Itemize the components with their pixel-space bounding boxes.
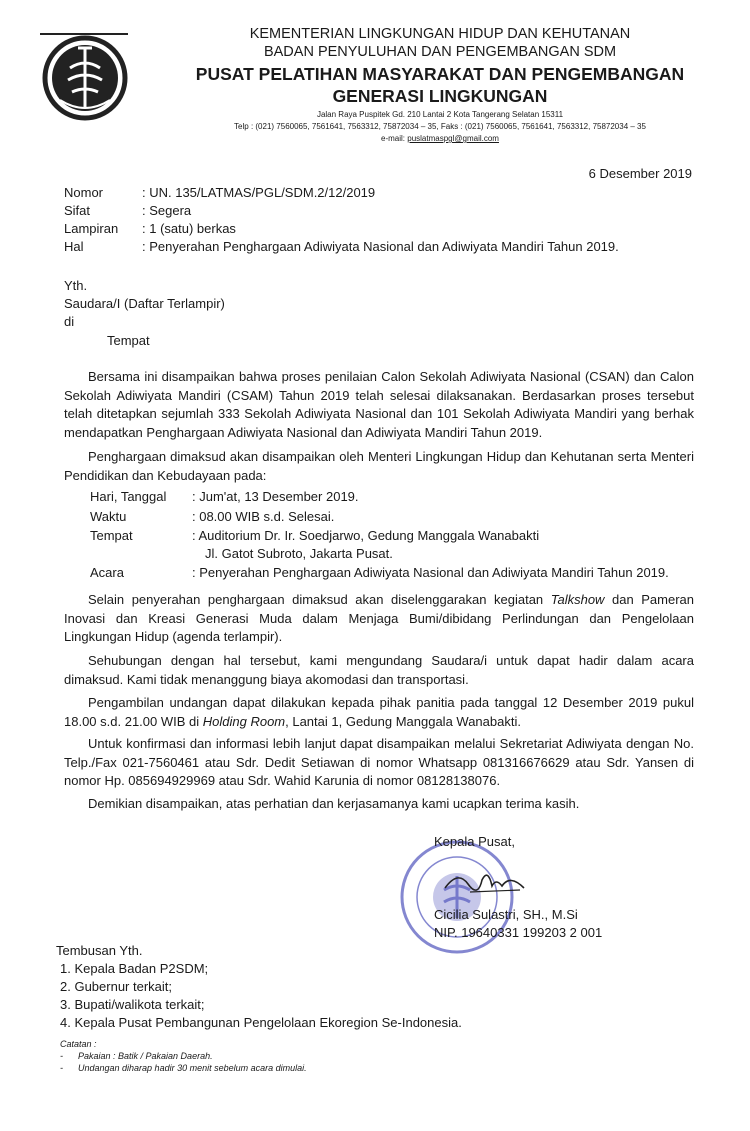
event-value-time: : 08.00 WIB s.d. Selesai. xyxy=(192,509,335,524)
cc-item: 3. Bupati/walikota terkait; xyxy=(60,997,205,1012)
paragraph-1: Bersama ini disampaikan bahwa proses penilaian Calon Sekolah Adiwiyata Nasional (CSAN) dan Calon Sekolah Adiwiyata Mandiri (CSAM) Tahun 2019 telah selesai dilaksanakan. Berdasarkan proses tersebut telah ditetapkan sejumlah 333 Sekolah Adiwiyata Nasional dan 101 Sekolah Adiwiyata Mandiri yang berhak mendapatkan Penghargaan Adiwiyata Nasional dan Adiwiyata Mandiri Tahun 2019. xyxy=(64,369,694,440)
cc-item: 4. Kepala Pusat Pembangunan Pengelolaan Ekoregion Se-Indonesia. xyxy=(60,1015,462,1030)
recipient-name: Saudara/I (Daftar Terlampir) xyxy=(64,296,225,311)
paragraph-5: Pengambilan undangan dapat dilakukan kepada pihak panitia pada tanggal 12 Desember 2019 pukul 18.00 s.d. 21.00 WIB di Holding Room, Lantai 1, Gedung Manggala Wanabakti. xyxy=(64,695,694,729)
meta-label-hal: Hal xyxy=(64,239,84,254)
event-value-agenda: : Penyerahan Penghargaan Adiwiyata Nasional dan Adiwiyata Mandiri Tahun 2019. xyxy=(192,565,669,580)
meta-label-sifat: Sifat xyxy=(64,203,91,218)
event-label-time: Waktu xyxy=(90,509,127,524)
paragraph-7: Demikian disampaikan, atas perhatian dan kerjasamanya kami ucapkan terima kasih. xyxy=(88,796,580,811)
handwritten-signature xyxy=(440,860,530,900)
event-label-date: Hari, Tanggal xyxy=(90,489,167,504)
signature-title: Kepala Pusat, xyxy=(434,834,515,849)
note-item: - Pakaian : Batik / Pakaian Daerah. xyxy=(60,1051,213,1061)
letterhead-line-1: KEMENTERIAN LINGKUNGAN HIDUP DAN KEHUTANAN xyxy=(249,26,631,42)
event-value-date: : Jum'at, 13 Desember 2019. xyxy=(192,489,359,504)
event-label-agenda: Acara xyxy=(90,565,124,580)
recipient-yth: Yth. xyxy=(64,278,88,293)
cc-heading: Tembusan Yth. xyxy=(56,943,143,958)
recipient-di: di xyxy=(64,314,75,329)
notes-heading: Catatan : xyxy=(60,1039,97,1049)
email-link[interactable]: puslatmaspgl@gmail.com xyxy=(407,134,499,143)
letterhead-email: e-mail: puslatmaspgl@gmail.com xyxy=(381,134,499,143)
meta-value-sifat: : Segera xyxy=(142,203,192,218)
letterhead-line-4: GENERASI LINGKUNGAN xyxy=(332,86,548,106)
meta-label-lampiran: Lampiran xyxy=(64,221,119,236)
signature-name: Cicilia Sulastri, SH., M.Si xyxy=(434,907,578,922)
paragraph-2: Penghargaan dimaksud akan disampaikan oleh Menteri Lingkungan Hidup dan Kehutanan serta Menteri Pendidikan dan Kebudayaan pada: xyxy=(64,449,694,483)
letterhead-line-3: PUSAT PELATIHAN MASYARAKAT DAN PENGEMBANGAN xyxy=(195,64,685,84)
paragraph-4: Sehubungan dengan hal tersebut, kami mengundang Saudara/i untuk dapat hadir dalam acara dimaksud. Kami tidak menanggung biaya akomodasi dan transportasi. xyxy=(64,653,694,687)
letterhead-address: Jalan Raya Puspitek Gd. 210 Lantai 2 Kota Tangerang Selatan 15311 xyxy=(316,110,564,119)
cc-item: 2. Gubernur terkait; xyxy=(60,979,172,994)
event-value-place: : Auditorium Dr. Ir. Soedjarwo, Gedung Manggala Wanabakti xyxy=(192,528,540,543)
letterhead-phone: Telp : (021) 7560065, 7561641, 7563312, 75872034 – 35, Faks : (021) 7560065, 7561641, 7563312, 75872034 – 35 xyxy=(234,122,646,131)
paragraph-6: Untuk konfirmasi dan informasi lebih lanjut dapat disampaikan melalui Sekretariat Adiwiyata dengan No. Telp./Fax 021-7560461 atau Sdr. Dedit Setiawan di nomor Whatsapp 081316676629 atau Sdr. Yansen di nomor Hp. 085694929969 atau Sdr. Wahid Karunia di nomor 08128138076. xyxy=(64,736,694,788)
letterhead-rule xyxy=(40,33,128,35)
meta-value-lampiran: : 1 (satu) berkas xyxy=(142,221,236,236)
recipient-place: Tempat xyxy=(107,333,150,348)
event-label-place: Tempat xyxy=(90,528,133,543)
note-item: - Undangan diharap hadir 30 menit sebelum acara dimulai. xyxy=(60,1063,307,1073)
meta-value-nomor: : UN. 135/LATMAS/PGL/SDM.2/12/2019 xyxy=(142,185,376,200)
meta-label-nomor: Nomor xyxy=(64,185,104,200)
letter-date: 6 Desember 2019 xyxy=(588,166,692,181)
meta-value-hal: : Penyerahan Penghargaan Adiwiyata Nasional dan Adiwiyata Mandiri Tahun 2019. xyxy=(142,239,619,254)
event-value-place-2: Jl. Gatot Subroto, Jakarta Pusat. xyxy=(205,546,393,561)
paragraph-3: Selain penyerahan penghargaan dimaksud akan diselenggarakan kegiatan Talkshow dan Pameran Inovasi dan Kreasi Generasi Muda dalam Menjaga Bumi/dibidang Perlindungan dan Pengelolaan Lingkungan Hidup (agenda terlampir). xyxy=(64,592,694,644)
ministry-logo xyxy=(40,28,130,122)
signature-nip: NIP. 19640331 199203 2 001 xyxy=(434,925,603,940)
letterhead-line-2: BADAN PENYULUHAN DAN PENGEMBANGAN SDM xyxy=(263,44,617,60)
cc-item: 1. Kepala Badan P2SDM; xyxy=(60,961,209,976)
